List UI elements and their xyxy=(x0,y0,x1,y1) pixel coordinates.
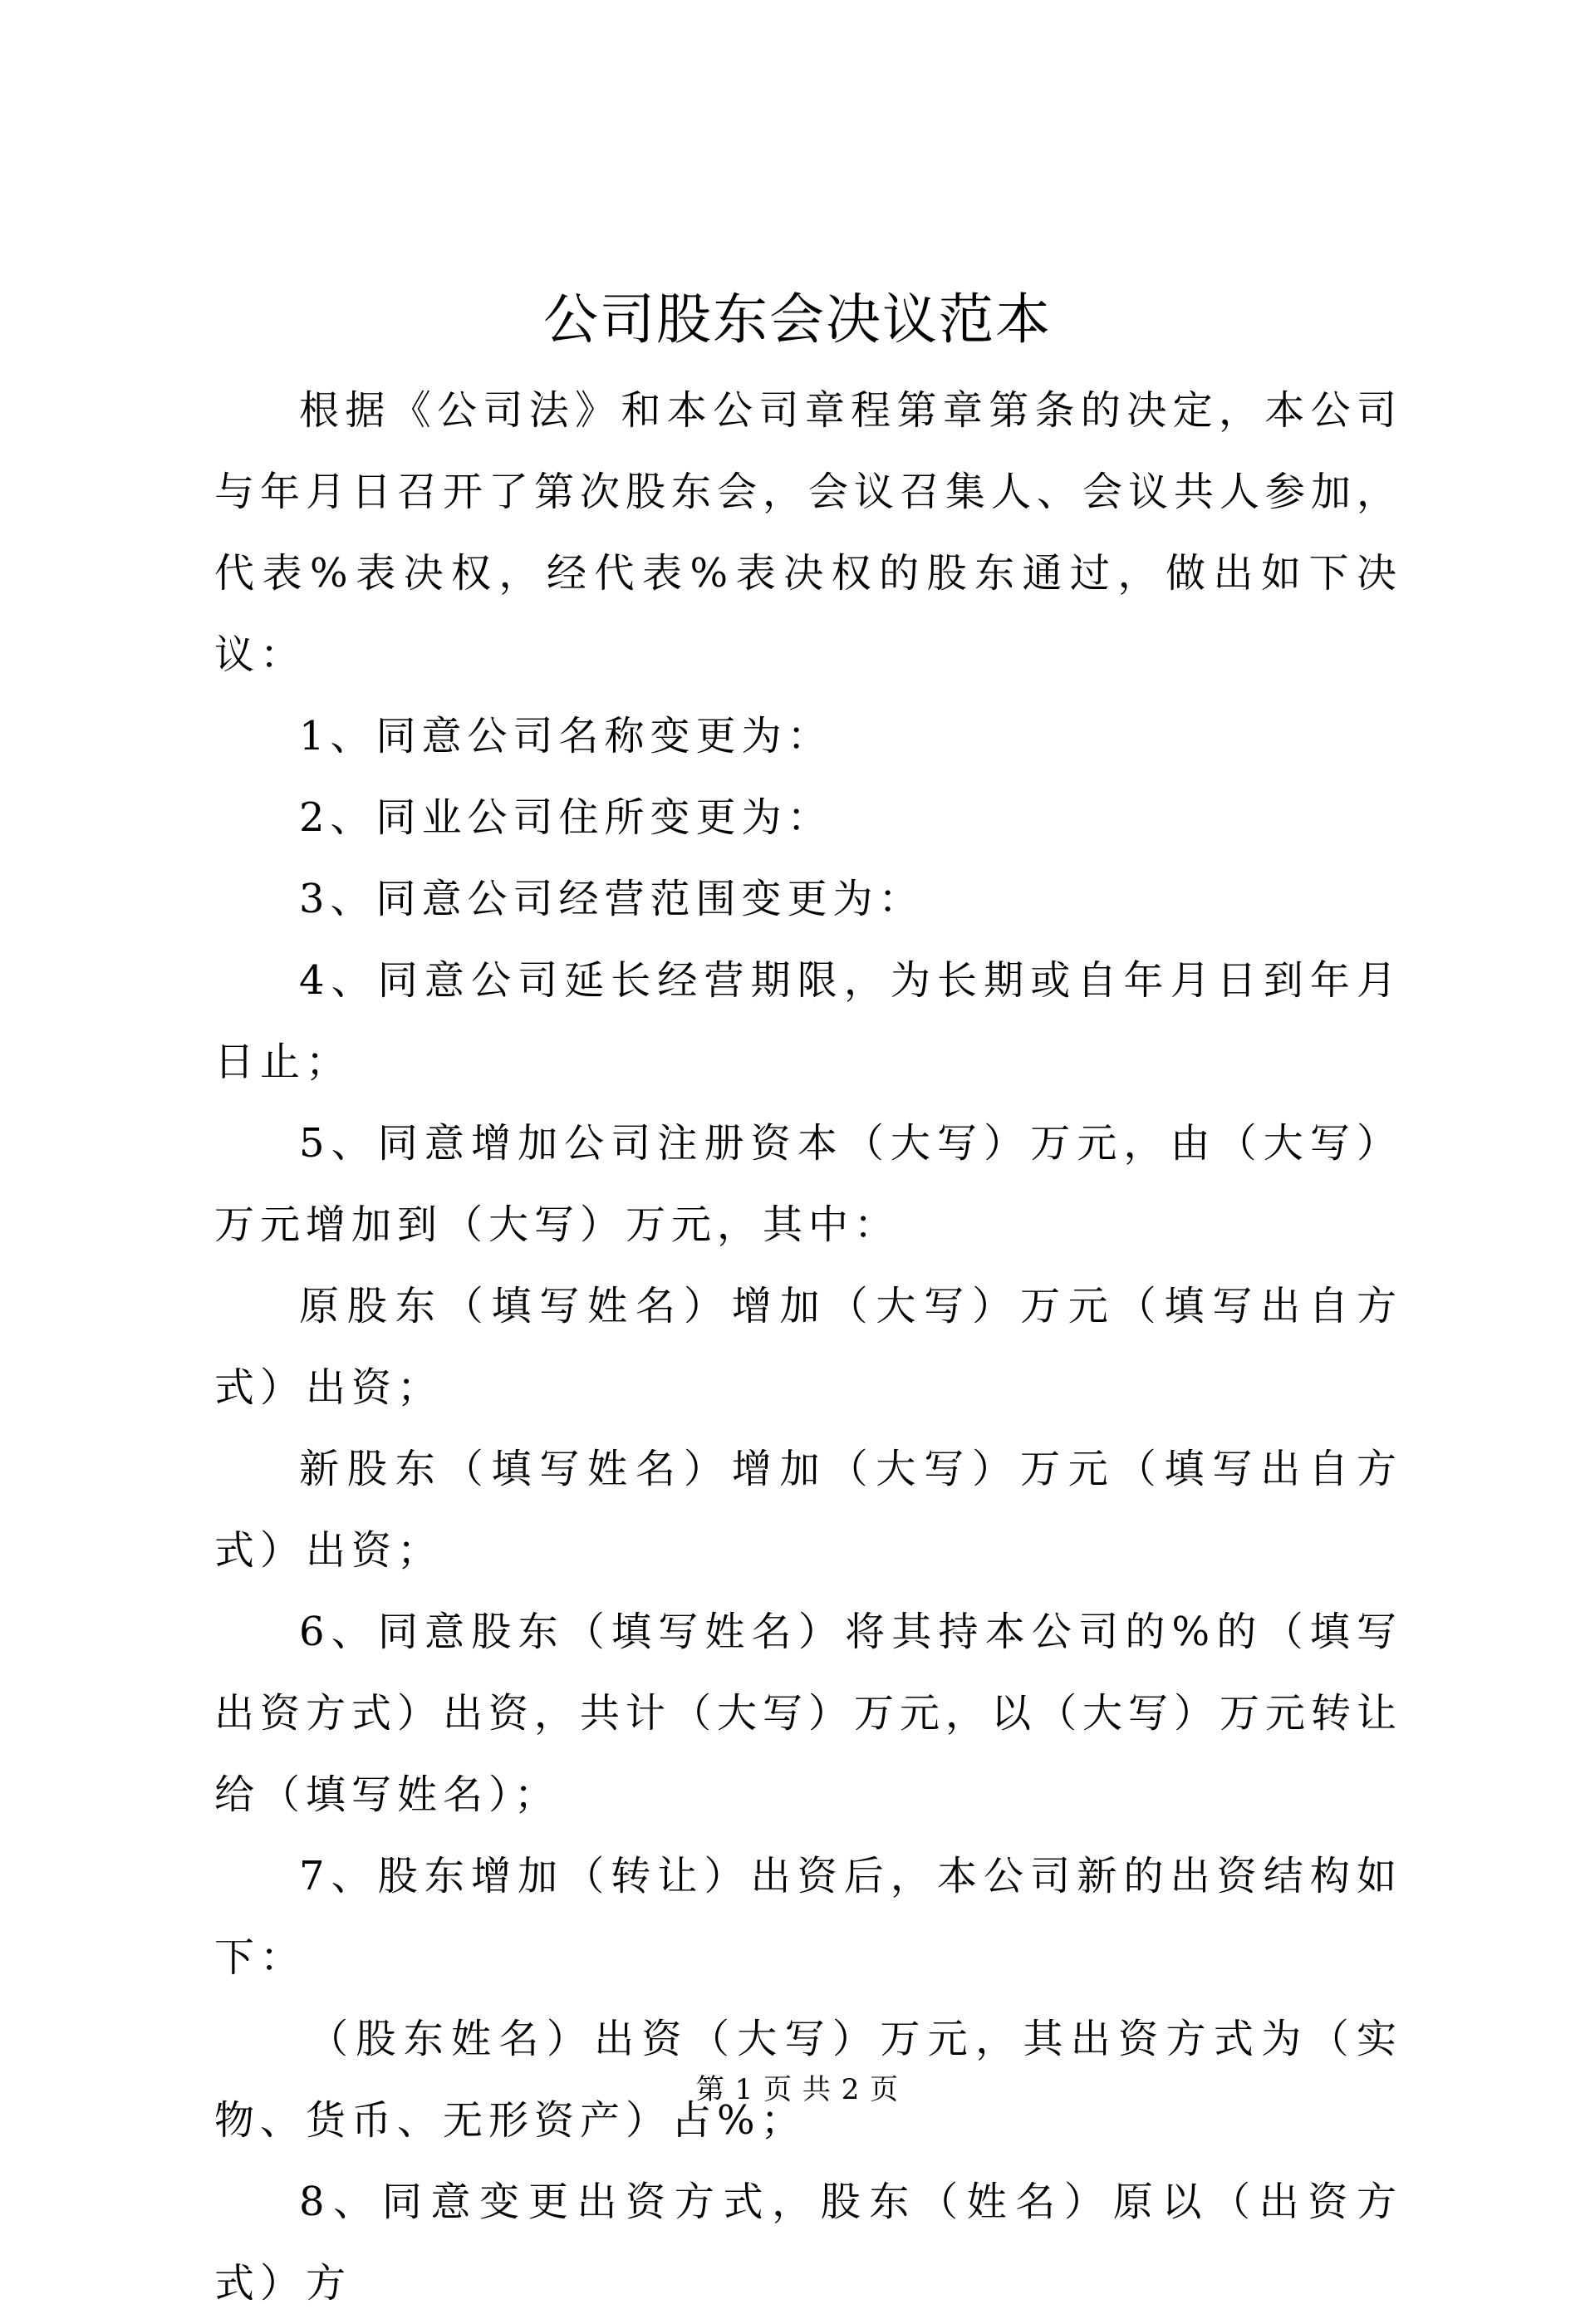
paragraph-item-5: 5、同意增加公司注册资本（大写）万元，由（大写）万元增加到（大写）万元，其中： xyxy=(214,1120,1402,1248)
paragraph-item-4: 4、同意公司延长经营期限，为长期或自年月日到年月日止； xyxy=(214,957,1402,1085)
paragraph-item-8: 8、同意变更出资方式，股东（姓名）原以（出资方式）方 xyxy=(214,2179,1402,2307)
page-number-footer: 第 1 页 共 2 页 xyxy=(695,2073,900,2106)
paragraph-intro: 根据《公司法》和本公司章程第章第条的决定，本公司与年月日召开了第次股东会，会议召集人、会议共人参加，代表%表决权，经代表%表决权的股东通过，做出如下决议： xyxy=(214,387,1403,678)
paragraph-item-2: 2、同业公司住所变更为： xyxy=(299,794,833,841)
paragraph-capital-structure: （股东姓名）出资（大写）万元，其出资方式为（实物、货币、无形资产）占%； xyxy=(214,2016,1402,2144)
paragraph-item-1: 1、同意公司名称变更为： xyxy=(299,713,833,759)
paragraph-new-shareholder: 新股东（填写姓名）增加（大写）万元（填写出自方式）出资； xyxy=(214,1446,1402,1574)
paragraph-item-7: 7、股东增加（转让）出资后，本公司新的出资结构如下： xyxy=(214,1853,1402,1981)
paragraph-item-3: 3、同意公司经营范围变更为： xyxy=(299,876,925,922)
document-body xyxy=(214,370,1402,2324)
document-title: 公司股东会决议范本 xyxy=(543,287,1052,351)
paragraph-item-6: 6、同意股东（填写姓名）将其持本公司的%的（填写出资方式）出资，共计（大写）万元，以（大写）万元转让给（填写姓名）； xyxy=(214,1609,1403,1818)
paragraph-original-shareholder: 原股东（填写姓名）增加（大写）万元（填写出自方式）出资； xyxy=(214,1283,1402,1411)
